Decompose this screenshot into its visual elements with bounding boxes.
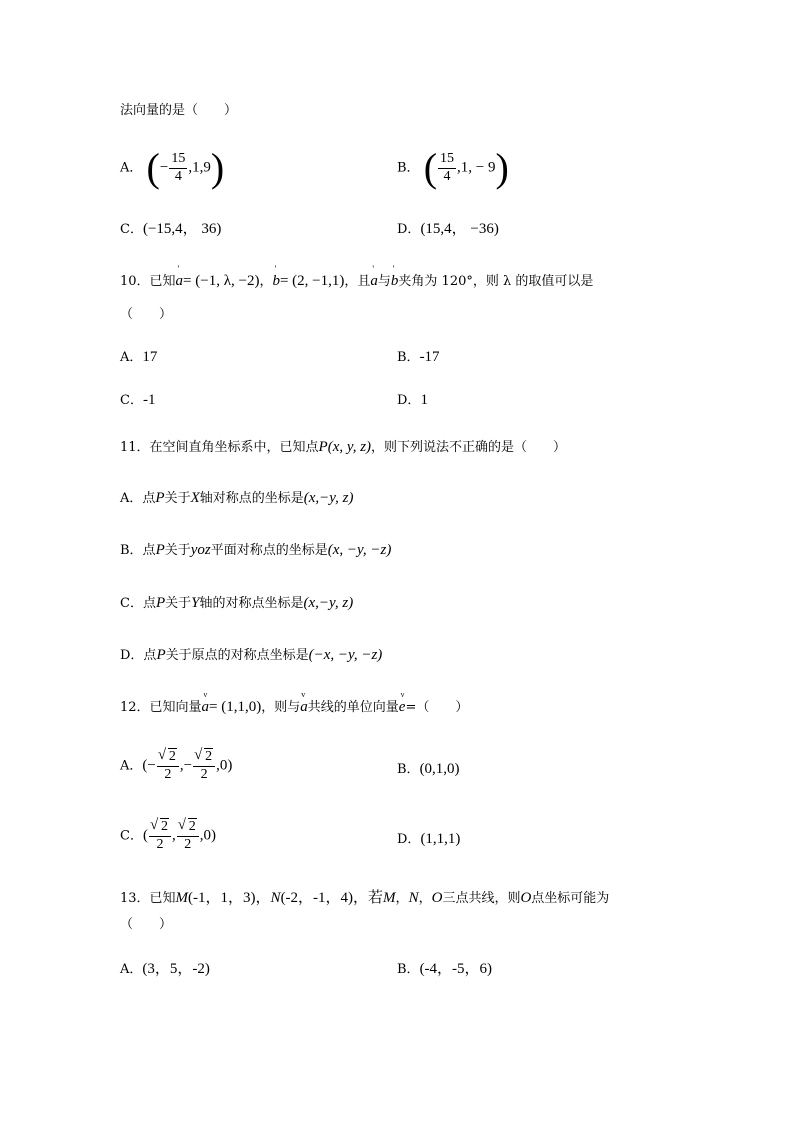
text: 点坐标可能为: [531, 891, 610, 906]
label: B．点: [120, 543, 156, 558]
point-n: N: [408, 890, 419, 906]
q10-stem: [120, 274, 593, 289]
q10-option-a[interactable]: [120, 350, 157, 365]
value: -17: [419, 349, 440, 365]
value: (x,−y, z): [303, 595, 354, 611]
q9-option-d-value: (15,4， −36): [420, 221, 499, 237]
q12-option-b[interactable]: [397, 762, 460, 777]
q9-option-b[interactable]: [397, 145, 509, 190]
m-value: (-1，1，3)，: [188, 890, 271, 906]
paren-close: ): [210, 145, 225, 190]
value: (x, −y, −z): [327, 542, 392, 558]
value: (−x, −y, −z): [308, 647, 383, 663]
label: B．: [397, 962, 420, 977]
text: (−: [142, 757, 156, 774]
vector-a: ν a: [202, 700, 210, 715]
q10-mid: ，且: [344, 274, 371, 289]
q12-option-d[interactable]: [397, 832, 460, 847]
paren-close: ): [495, 145, 509, 190]
label: A．: [120, 962, 143, 977]
q9-option-a-label: A．: [120, 160, 143, 176]
fraction: [177, 820, 199, 852]
value: 17: [142, 349, 158, 365]
value: -1: [142, 392, 156, 408]
text: ,−: [179, 757, 193, 774]
numerator: [177, 820, 199, 837]
var-p: P: [155, 595, 166, 611]
label: A．: [120, 350, 143, 365]
point-m: M: [383, 890, 396, 906]
q10-with: 与: [377, 274, 391, 289]
q13-paren: （ ）: [120, 917, 173, 932]
radicand: 2: [160, 819, 168, 834]
separator: ，: [259, 274, 273, 289]
axis: X: [190, 490, 200, 506]
value: (x,−y, z): [303, 490, 354, 506]
numerator: [193, 750, 215, 767]
label: C．: [120, 828, 143, 844]
numerator: [157, 750, 179, 767]
n-value: (-2，-1，4)，若: [280, 890, 384, 906]
denominator: 2: [164, 766, 172, 782]
fraction: [157, 750, 179, 782]
text: 关于: [164, 543, 191, 558]
value: (1,1,1): [420, 831, 461, 847]
text: ,0): [199, 827, 216, 844]
point-p: P(x, y, z): [318, 439, 372, 455]
q11-option-a[interactable]: [120, 491, 353, 506]
numerator: 15: [438, 152, 456, 169]
denominator: 2: [156, 836, 164, 852]
q10-option-d[interactable]: [397, 393, 428, 408]
radicand: 2: [168, 749, 176, 764]
q13-prefix: 13．已知: [120, 891, 176, 906]
q9-option-a-rest: ,1,9: [188, 159, 211, 176]
text: 平面对称点的坐标是: [210, 543, 328, 558]
var-p: P: [155, 542, 165, 558]
q13-stem: [120, 891, 609, 906]
text: 三点共线，则: [442, 891, 521, 906]
q12-tail: 共线的单位向量: [307, 700, 399, 715]
q10-a-value: = (−1, λ, −2): [183, 273, 260, 289]
value: (3，5，-2): [142, 961, 210, 977]
denominator: 2: [200, 766, 208, 782]
denominator: 4: [174, 168, 182, 184]
vector-a: v a: [300, 700, 308, 715]
denominator: 4: [443, 168, 451, 184]
text: 轴对称点的坐标是: [199, 491, 304, 506]
var-p: P: [155, 490, 165, 506]
label: D．: [397, 393, 421, 408]
q11-option-c[interactable]: [120, 596, 353, 611]
q12-a-value: = (1,1,0): [209, 699, 262, 715]
vector-b: ' b: [272, 274, 280, 289]
q9-stem-end: 法向量的是（ ）: [120, 103, 238, 118]
q10-option-c[interactable]: [120, 393, 155, 408]
label: B．: [397, 350, 420, 365]
q12-option-c[interactable]: [120, 820, 216, 852]
vector-a: ' a: [176, 274, 184, 289]
denominator: 2: [184, 836, 192, 852]
q9-option-b-rest: ,1, − 9: [457, 159, 496, 176]
q9-option-c-label: C．: [120, 222, 143, 237]
q9-option-d[interactable]: [397, 222, 499, 237]
q12-mid: ，则与: [261, 700, 301, 715]
q10-prefix: 10．已知: [120, 274, 176, 289]
point-n: N: [270, 890, 281, 906]
q10-paren: （ ）: [120, 307, 173, 322]
minus-sign: −: [159, 159, 169, 176]
comma: ，: [418, 891, 432, 906]
q10-tail: 夹角为 120°，则 λ 的取值可以是: [398, 274, 594, 289]
radicand: 2: [205, 749, 213, 764]
q11-stem: [120, 440, 566, 455]
q9-option-b-label: B．: [397, 160, 420, 176]
text: (: [142, 827, 148, 844]
vector-b: ' b: [391, 274, 399, 289]
q13-option-b[interactable]: [397, 962, 492, 977]
label: D．点: [120, 648, 157, 663]
label: C．点: [120, 596, 156, 611]
vector-a: ' a: [370, 274, 378, 289]
q9-option-c[interactable]: [120, 222, 221, 237]
q12-stem: [120, 700, 468, 715]
q12-option-a[interactable]: [120, 750, 232, 782]
paren-open: (: [423, 145, 438, 190]
text: ,: [171, 827, 176, 844]
text: 轴的对称点坐标是: [199, 596, 304, 611]
point-o: O: [431, 890, 443, 906]
label: A．: [120, 758, 143, 774]
q10-b-value: = (2, −1,1): [279, 273, 345, 289]
label: A．点: [120, 491, 156, 506]
value: (0,1,0): [419, 761, 460, 777]
value: (-4，-5，6): [419, 961, 493, 977]
paren-open: (: [146, 145, 160, 190]
fraction: [193, 750, 215, 782]
var-p: P: [156, 647, 166, 663]
fraction: [169, 152, 187, 184]
fraction: [149, 820, 171, 852]
value: 1: [420, 392, 428, 408]
q11-option-d[interactable]: [120, 648, 382, 663]
numerator: [149, 820, 171, 837]
text: 关于: [164, 491, 191, 506]
q11-prefix: 11．在空间直角坐标系中，已知点: [120, 440, 319, 455]
q11-tail: ，则下列说法不正确的是（ ）: [371, 440, 567, 455]
point-m: M: [175, 890, 189, 906]
comma: ，: [395, 891, 409, 906]
q9-option-c-value: (−15,4， 36): [142, 221, 222, 237]
q9-option-a[interactable]: [120, 145, 225, 190]
text: 关于原点的对称点坐标是: [165, 648, 309, 663]
label: D．: [397, 832, 421, 847]
q10-option-b[interactable]: [397, 350, 440, 365]
label: B．: [397, 762, 420, 777]
q13-option-a[interactable]: [120, 962, 210, 977]
plane: yoz: [190, 542, 211, 558]
fraction: [438, 152, 456, 184]
text: ,0): [216, 757, 233, 774]
point-o: O: [520, 890, 532, 906]
q12-end: =（ ）: [405, 700, 469, 715]
vector-e: ν e: [399, 700, 406, 715]
q9-option-d-label: D．: [397, 222, 421, 237]
axis: Y: [191, 595, 200, 611]
q12-prefix: 12．已知向量: [120, 700, 202, 715]
numerator: 15: [169, 152, 187, 169]
label: C．: [120, 393, 143, 408]
q11-option-b[interactable]: [120, 543, 391, 558]
radicand: 2: [188, 819, 196, 834]
text: 关于: [165, 596, 192, 611]
